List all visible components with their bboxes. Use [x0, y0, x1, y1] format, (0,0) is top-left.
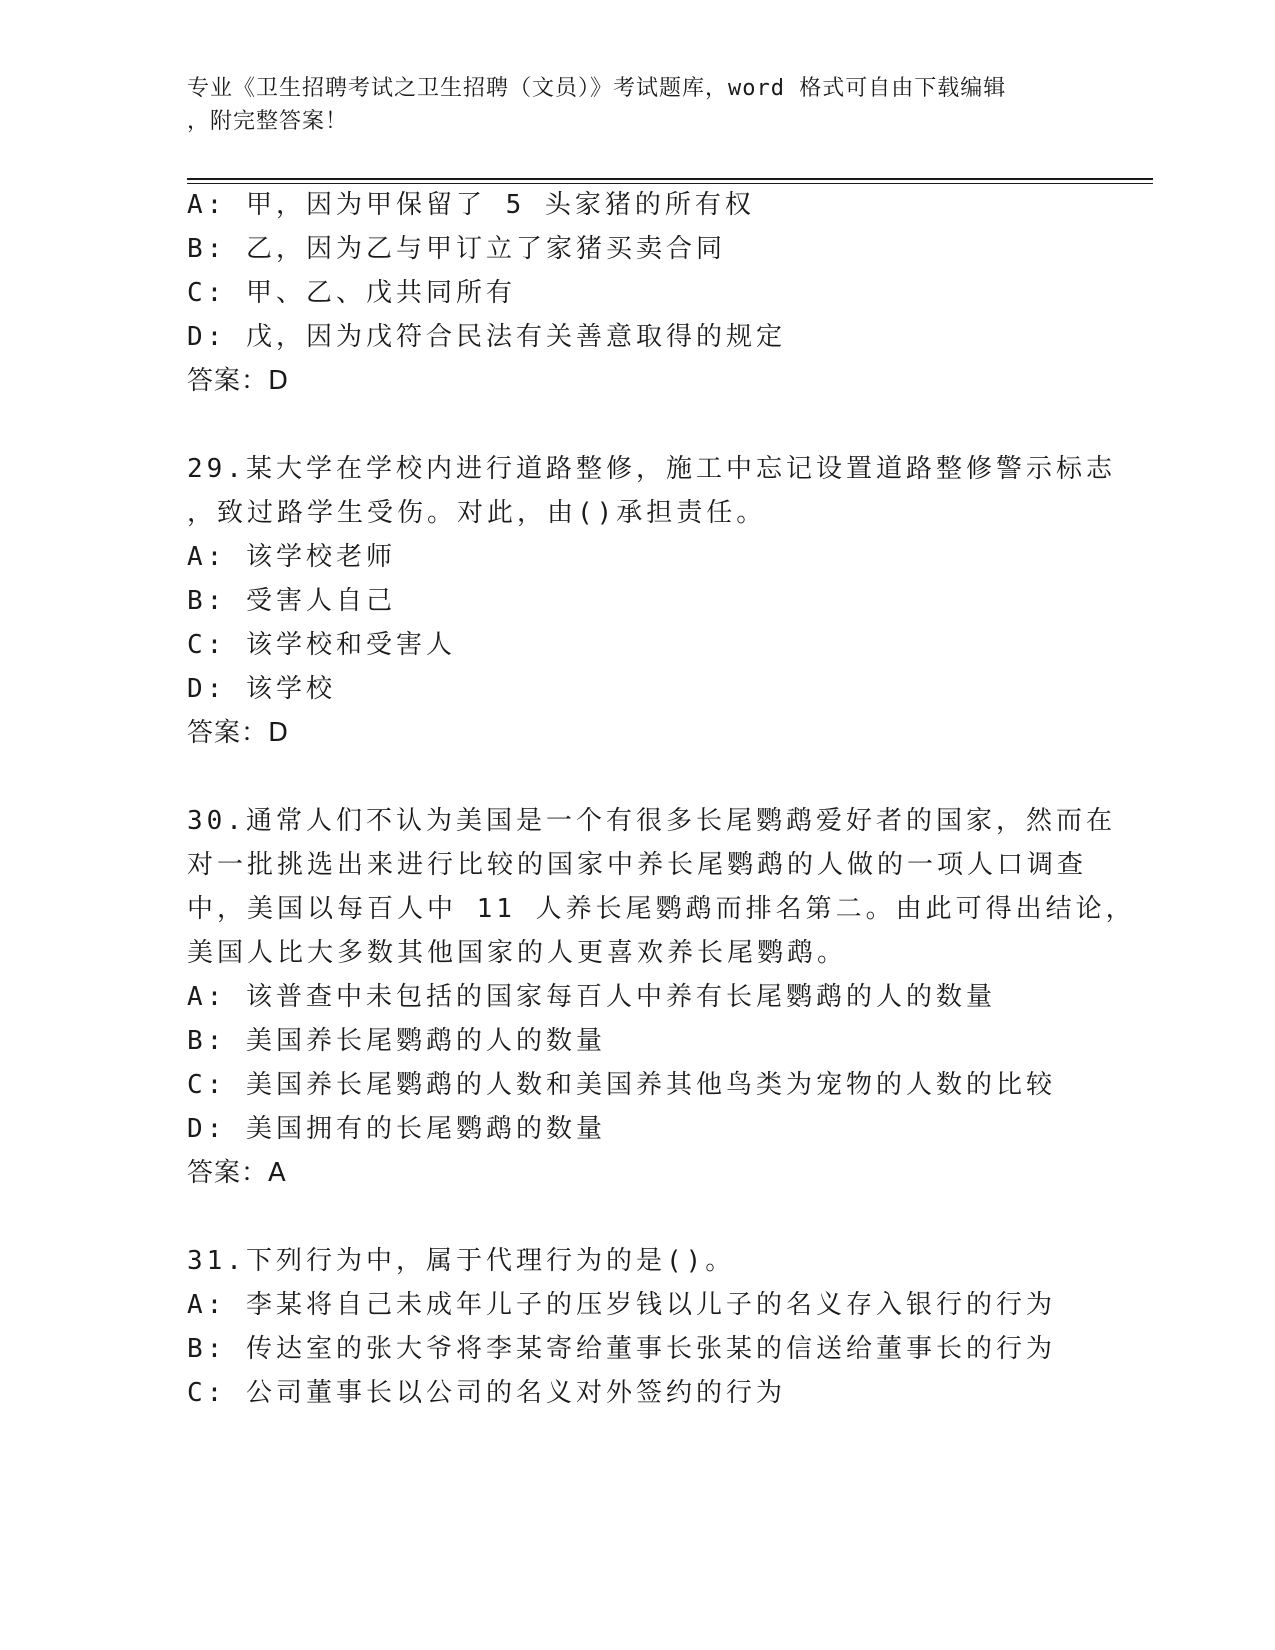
q29-option-c: C: 该学校和受害人: [187, 630, 456, 660]
q30-answer: 答案：A: [187, 1158, 287, 1188]
header-divider-thin: [187, 183, 1153, 184]
q28-option-b: B: 乙，因为乙与甲订立了家猪买卖合同: [187, 234, 726, 264]
q31-stem-line-1: 31.下列行为中，属于代理行为的是()。: [187, 1246, 736, 1276]
q30-option-d: D: 美国拥有的长尾鹦鹉的数量: [187, 1114, 606, 1144]
q29-option-a: A: 该学校老师: [187, 542, 396, 572]
q29-stem-line-2: ，致过路学生受伤。对此，由()承担责任。: [187, 498, 767, 528]
q28-answer: 答案：D: [187, 366, 290, 396]
document-header: [187, 72, 1067, 138]
q30-stem-line-2: 对一批挑选出来进行比较的国家中养长尾鹦鹉的人做的一项人口调查: [187, 850, 1088, 880]
q31-option-b: B: 传达室的张大爷将李某寄给董事长张某的信送给董事长的行为: [187, 1334, 1056, 1364]
q30-stem-line-3: 中，美国以每百人中 11 人养长尾鹦鹉而排名第二。由此可得出结论，: [187, 894, 1136, 924]
q29-option-d: D: 该学校: [187, 674, 336, 704]
q29-option-b: B: 受害人自己: [187, 586, 396, 616]
header-line-2: ，附完整答案！: [187, 109, 349, 134]
q29-stem-line-1: 29.某大学在学校内进行道路整修，施工中忘记设置道路整修警示标志: [187, 454, 1116, 484]
q29-answer: 答案：D: [187, 718, 290, 748]
q31-option-a: A: 李某将自己未成年儿子的压岁钱以儿子的名义存入银行的行为: [187, 1290, 1056, 1320]
q28-option-d: D: 戊，因为戊符合民法有关善意取得的规定: [187, 322, 786, 352]
header-line-1: 专业《卫生招聘考试之卫生招聘（文员）》考试题库，word 格式可自由下载编辑: [187, 76, 1007, 101]
q30-option-b: B: 美国养长尾鹦鹉的人的数量: [187, 1026, 606, 1056]
q30-stem-line-4: 美国人比大多数其他国家的人更喜欢养长尾鹦鹉。: [187, 938, 848, 968]
header-divider-thick: [187, 178, 1153, 180]
q30-option-a: A: 该普查中未包括的国家每百人中养有长尾鹦鹉的人的数量: [187, 982, 996, 1012]
q28-option-c: C: 甲、乙、戊共同所有: [187, 278, 516, 308]
q31-option-c: C: 公司董事长以公司的名义对外签约的行为: [187, 1378, 786, 1408]
q28-option-a: A: 甲，因为甲保留了 5 头家猪的所有权: [187, 190, 755, 220]
q30-option-c: C: 美国养长尾鹦鹉的人数和美国养其他鸟类为宠物的人数的比较: [187, 1070, 1056, 1100]
q30-stem-line-1: 30.通常人们不认为美国是一个有很多长尾鹦鹉爱好者的国家，然而在: [187, 806, 1116, 836]
